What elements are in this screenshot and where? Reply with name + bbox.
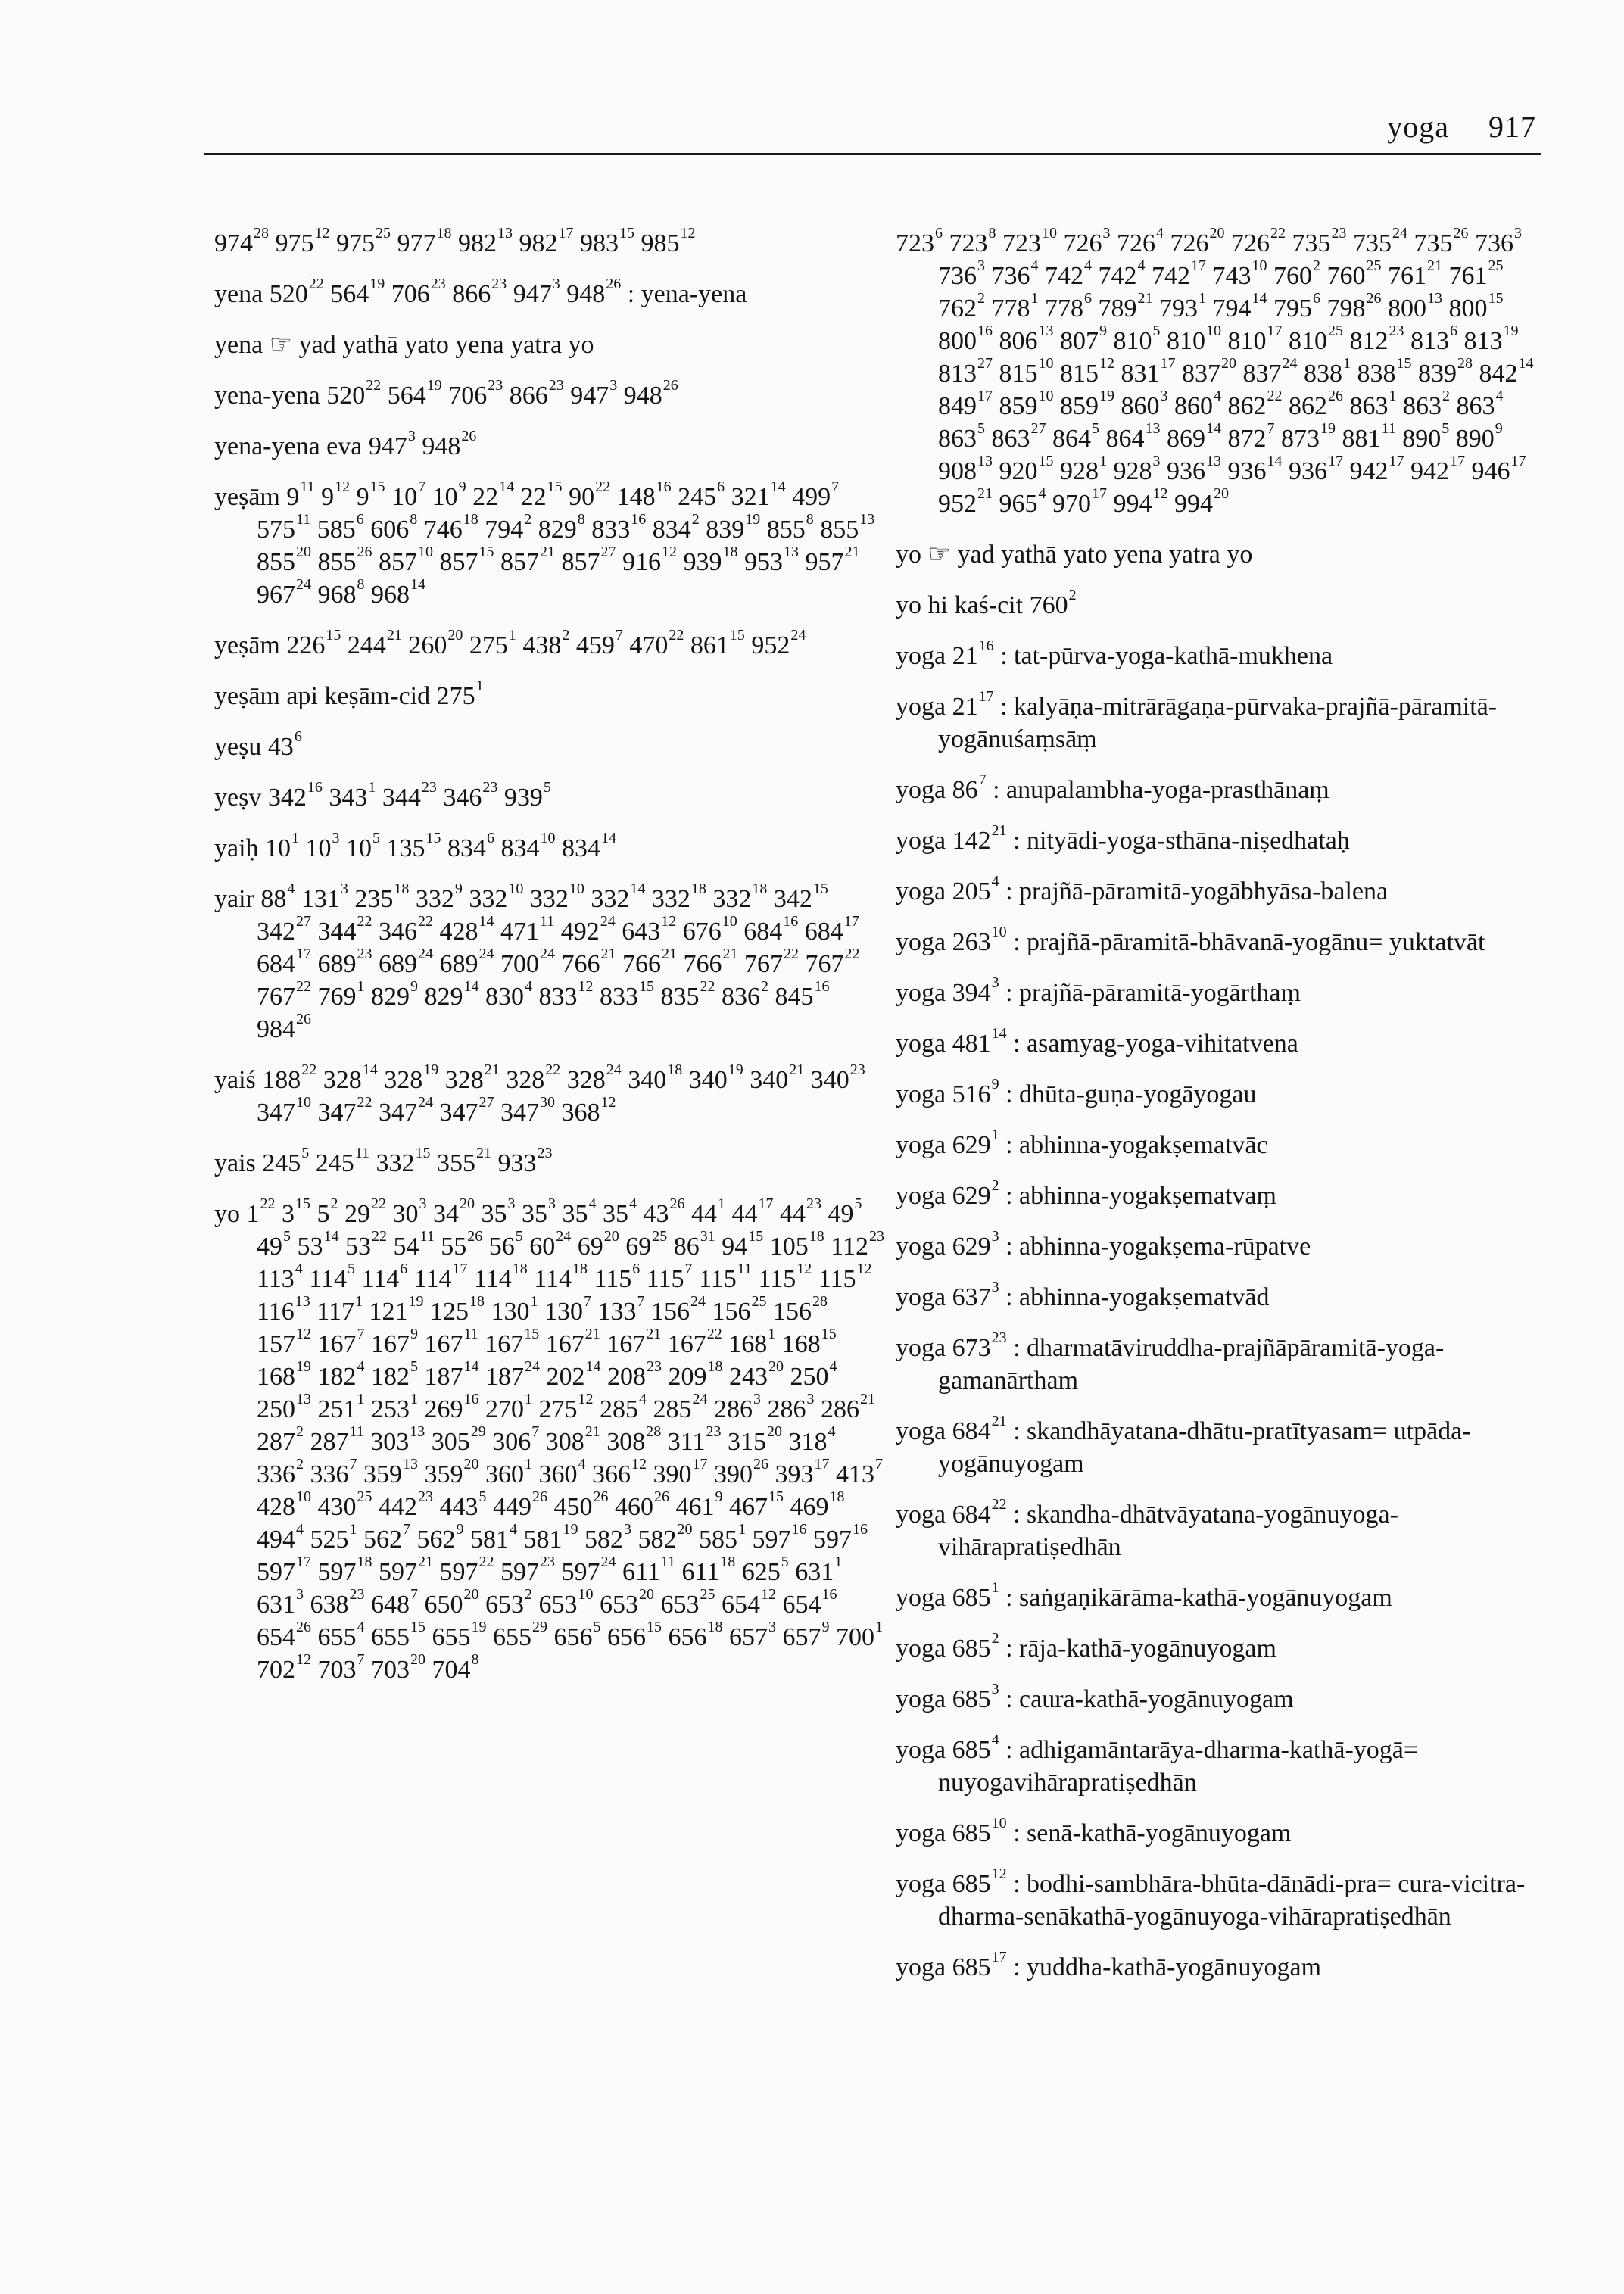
index-entry: [214, 728, 888, 763]
index-entry: [896, 1230, 1539, 1263]
entry-headword: yena: [214, 331, 263, 359]
entry-refs: $88^4$ $131^3$ $235^{18}$ $332^9$ $332^{10}$ $332^{10}$ $332^{14}$ $332^{18}$ $332^{18}$ $342^{15}$ $342^{27}$ $344^{22}$ $346^{22}$ $428^{14}$ $471^{11}$ $492^{24}$ $643^{12}$ $676^{10}$ $684^{16}$ $684^{17}$ $684^{17}$ $689^{23}$ $689^{24}$ $689^{24}$ $700^{24}$ $766^{21}$ $766^{21}$ $766^{21}$ $767^{22}$ $767^{22}$ $767^{22}$ $769^1$ $829^9$ $829^{14}$ $830^4$ $833^{12}$ $833^{15}$ $835^{22}$ $836^2$ $845^{16}$ $984^{26}$: [257, 881, 860, 1043]
page-number: 917: [1488, 110, 1536, 144]
entry-refs: $188^{22}$ $328^{14}$ $328^{19}$ $328^{21}$ $328^{22}$ $328^{24}$ $340^{18}$ $340^{19}$ $340^{21}$ $340^{23}$ $347^{10}$ $347^{22}$ $347^{24}$ $347^{27}$ $347^{30}$ $368^{12}$: [257, 1061, 865, 1127]
entry-refs: $245^5$ $245^{11}$ $332^{15}$ $355^{21}$ $933^{23}$: [262, 1145, 553, 1177]
index-entry: [214, 883, 888, 1046]
entry-headword: yeṣām api keṣām-cid: [214, 682, 431, 710]
entry-refs: $637^3$ : abhinna-yogakṣematvād: [952, 1279, 1270, 1311]
index-entry: [896, 637, 1539, 672]
entry-refs: $685^{12}$ : bodhi-sambhāra-bhūta-dānādi-pra= cura-vicitra-dharma-senākathā-yogānuyoga-vihārapratiṣedhān: [938, 1865, 1526, 1931]
header-text: [1387, 109, 1536, 145]
entry-refs: $520^{22}$ $564^{19}$ $706^{23}$ $866^{23}$ $947^3$ $948^{26}$: [326, 377, 678, 410]
entry-headword: yoga: [896, 1131, 946, 1159]
entry-headword: yoga: [896, 1736, 946, 1764]
index-entry: [214, 379, 888, 412]
index-entry: [896, 1329, 1539, 1397]
entry-refs: $263^{10}$ : prajñā-pāramitā-bhāvanā-yogānu= yuktatvāt: [952, 924, 1485, 956]
entry-headword: yoga: [896, 1870, 946, 1898]
index-entry: [896, 1498, 1539, 1563]
entry-headword: yoga: [896, 1182, 946, 1210]
index-entry: [896, 875, 1539, 908]
entry-refs: $947^3$ $948^{26}$: [368, 428, 477, 460]
index-entry: [896, 1281, 1539, 1314]
index-entry: [896, 1415, 1539, 1480]
index-entry: [214, 430, 888, 463]
index-entry: [896, 1731, 1539, 1799]
entry-headword: yena-yena eva: [214, 432, 363, 460]
entry-headword: yoga: [896, 1283, 946, 1311]
entry-headword: yeṣu: [214, 733, 262, 761]
entry-refs: ☞ yad yathā yato yena yatra yo: [927, 541, 1253, 569]
entry-headword: yoga: [896, 1501, 946, 1529]
entry-headword: yeṣām: [214, 631, 280, 659]
entry-headword: yais: [214, 1149, 256, 1177]
entry-headword: yoga: [896, 1334, 946, 1362]
entry-refs: $275^1$: [436, 678, 484, 710]
entry-refs: $142^{21}$ : nityādi-yoga-sthāna-niṣedhataḥ: [952, 822, 1350, 855]
entry-headword: yoga: [896, 1953, 946, 1981]
entry-headword: yoga: [896, 1819, 946, 1847]
entry-headword: yoga: [896, 928, 946, 956]
index-entry: [896, 1177, 1539, 1212]
index-entry: [214, 680, 888, 712]
index-entry: [896, 771, 1539, 806]
entry-refs: $43^6$: [267, 728, 302, 761]
index-entry: [214, 227, 888, 260]
index-entry: [214, 1147, 888, 1180]
entry-headword: yoga: [896, 1417, 946, 1445]
index-entry: [214, 1061, 888, 1129]
entry-refs: $760^2$: [1029, 587, 1077, 619]
entry-refs: $629^3$ : abhinna-yogakṣema-rūpatve: [952, 1228, 1311, 1261]
index-entry: [896, 690, 1539, 756]
left-column: [214, 227, 888, 1704]
entry-headword: yo hi kaś-cit: [896, 591, 1024, 619]
entry-refs: $685^1$ : saṅgaṇikārāma-kathā-yogānuyogam: [952, 1579, 1392, 1612]
entry-refs: $205^4$ : prajñā-pāramitā-yogābhyāsa-balena: [952, 873, 1389, 905]
entry-headword: yoga: [896, 1233, 946, 1261]
entry-refs: $481^{14}$ : asamyag-yoga-vihitatvena: [952, 1025, 1298, 1058]
entry-refs: $226^{15}$ $244^{21}$ $260^{20}$ $275^1$ $438^2$ $459^7$ $470^{22}$ $861^{15}$ $952^{24}$: [286, 627, 806, 659]
index-entry: [896, 1951, 1539, 1984]
entry-refs: $520^{22}$ $564^{19}$ $706^{23}$ $866^{23}$ $947^3$ $948^{26}$ : yena-yena: [269, 276, 747, 308]
entry-refs: $723^6$ $723^8$ $723^{10}$ $726^3$ $726^4$ $726^{20}$ $726^{22}$ $735^{23}$ $735^{24}$ $735^{26}$ $736^3$ $736^3$ $736^4$ $742^4$ $742^4$ $742^{17}$ $743^{10}$ $760^2$ $760^{25}$ $761^{21}$ $761^{25}$ $762^2$ $778^1$ $778^6$ $789^{21}$ $793^1$ $794^{14}$ $795^6$ $798^{26}$ $800^{13}$ $800^{15}$ $800^{16}$ $806^{13}$ $807^9$ $810^5$ $810^{10}$ $810^{17}$ $810^{25}$ $812^{23}$ $813^6$ $813^{19}$ $813^{27}$ $815^{10}$ $815^{12}$ $831^{17}$ $837^{20}$ $837^{24}$ $838^1$ $838^{15}$ $839^{28}$ $842^{14}$ $849^{17}$ $859^{10}$ $859^{19}$ $860^3$ $860^4$ $862^{22}$ $862^{26}$ $863^1$ $863^2$ $863^4$ $863^5$ $863^{27}$ $864^5$ $864^{13}$ $869^{14}$ $872^7$ $873^{19}$ $881^{11}$ $890^5$ $890^9$ $908^{13}$ $920^{15}$ $928^1$ $928^3$ $936^{13}$ $936^{14}$ $936^{17}$ $942^{17}$ $942^{17}$ $946^{17}$ $952^{21}$ $965^4$ $970^{17}$ $994^{12}$ $994^{20}$: [896, 225, 1534, 518]
entry-refs: $10^1$ $10^3$ $10^5$ $135^{15}$ $834^6$ $834^{10}$ $834^{14}$: [265, 830, 617, 862]
entry-refs: $21^{17}$ : kalyāṇa-mitrārāgaṇa-pūrvaka-prajñā-pāramitā-yogānuśaṃsāṃ: [938, 688, 1498, 753]
entry-headword: yoga: [896, 827, 946, 855]
index-entry: [896, 227, 1539, 520]
entry-refs: $685^{17}$ : yuddha-kathā-yogānuyogam: [952, 1949, 1322, 1981]
index-entry: [214, 1195, 888, 1686]
index-entry: [896, 538, 1539, 571]
entry-refs: $1^{22}$ $3^{15}$ $5^2$ $29^{22}$ $30^3$ $34^{20}$ $35^3$ $35^3$ $35^4$ $35^4$ $43^{26}$ $44^1$ $44^{17}$ $44^{23}$ $49^5$ $49^5$ $53^{14}$ $53^{22}$ $54^{11}$ $55^{26}$ $56^5$ $60^{24}$ $69^{20}$ $69^{25}$ $86^{31}$ $94^{15}$ $105^{18}$ $112^{23}$ $113^4$ $114^5$ $114^6$ $114^{17}$ $114^{18}$ $114^{18}$ $115^6$ $115^7$ $115^{11}$ $115^{12}$ $115^{12}$ $116^{13}$ $117^1$ $121^{19}$ $125^{18}$ $130^1$ $130^7$ $133^7$ $156^{24}$ $156^{25}$ $156^{28}$ $157^{12}$ $167^7$ $167^9$ $167^{11}$ $167^{15}$ $167^{21}$ $167^{21}$ $167^{22}$ $168^1$ $168^{15}$ $168^{19}$ $182^4$ $182^5$ $187^{14}$ $187^{24}$ $202^{14}$ $208^{23}$ $209^{18}$ $243^{20}$ $250^4$ $250^{13}$ $251^1$ $253^1$ $269^{16}$ $270^1$ $275^{12}$ $285^4$ $285^{24}$ $286^3$ $286^3$ $286^{21}$ $287^2$ $287^{11}$ $303^{13}$ $305^{29}$ $306^7$ $308^{21}$ $308^{28}$ $311^{23}$ $315^{20}$ $318^4$ $336^2$ $336^7$ $359^{13}$ $359^{20}$ $360^1$ $360^4$ $366^{12}$ $390^{17}$ $390^{26}$ $393^{17}$ $413^7$ $428^{10}$ $430^{25}$ $442^{23}$ $443^5$ $449^{26}$ $450^{26}$ $460^{26}$ $461^9$ $467^{15}$ $469^{18}$ $494^4$ $525^1$ $562^7$ $562^9$ $581^4$ $581^{19}$ $582^3$ $582^{20}$ $585^1$ $597^{16}$ $597^{16}$ $597^{17}$ $597^{18}$ $597^{21}$ $597^{22}$ $597^{23}$ $597^{24}$ $611^{11}$ $611^{18}$ $625^5$ $631^1$ $631^3$ $638^{23}$ $648^7$ $650^{20}$ $653^2$ $653^{10}$ $653^{20}$ $653^{25}$ $654^{12}$ $654^{16}$ $654^{26}$ $655^4$ $655^{15}$ $655^{19}$ $655^{29}$ $656^5$ $656^{15}$ $656^{18}$ $657^3$ $657^9$ $700^1$ $702^{12}$ $703^7$ $703^{20}$ $704^8$: [246, 1195, 885, 1684]
index-entry: [214, 629, 888, 662]
right-column: [896, 227, 1539, 2002]
entry-headword: yair: [214, 885, 254, 913]
entry-refs: $9^{11}$ $9^{12}$ $9^{15}$ $10^7$ $10^9$ $22^{14}$ $22^{15}$ $90^{22}$ $148^{16}$ $245^6$ $321^{14}$ $499^7$ $575^{11}$ $585^6$ $606^8$ $746^{18}$ $794^2$ $829^8$ $833^{16}$ $834^2$ $839^{19}$ $855^8$ $855^{13}$ $855^{20}$ $855^{26}$ $857^{10}$ $857^{15}$ $857^{21}$ $857^{27}$ $916^{12}$ $939^{18}$ $953^{13}$ $957^{21}$ $967^{24}$ $968^8$ $968^{14}$: [257, 478, 875, 609]
entry-headword: yoga: [896, 1030, 946, 1058]
entry-refs: $673^{23}$ : dharmatāviruddha-prajñāpāramitā-yoga-gamanārtham: [938, 1329, 1445, 1395]
index-entry: [896, 974, 1539, 1009]
index-entry: [896, 1865, 1539, 1933]
entry-refs: $685^3$ : caura-kathā-yogānuyogam: [952, 1681, 1294, 1713]
entry-refs: $21^{16}$ : tat-pūrva-yoga-kathā-mukhena: [952, 637, 1333, 670]
entry-headword: yoga: [896, 1635, 946, 1663]
index-entry: [896, 926, 1539, 958]
entry-headword: yoga: [896, 979, 946, 1007]
entry-refs: $342^{16}$ $343^1$ $344^{23}$ $346^{23}$ $939^5$: [267, 779, 551, 812]
entry-refs: $684^{22}$ : skandha-dhātvāyatana-yogānuyoga-vihārapratiṣedhān: [938, 1496, 1398, 1561]
index-entry: [896, 824, 1539, 857]
entry-headword: yo: [896, 541, 921, 569]
entry-headword: yena: [214, 280, 263, 308]
entry-headword: yoga: [896, 642, 946, 670]
entry-refs: $86^7$ : anupalambha-yoga-prasthānaṃ: [952, 771, 1329, 804]
index-entry: [896, 1683, 1539, 1716]
index-entry: [214, 278, 888, 310]
entry-refs: $974^{28}$ $975^{12}$ $975^{25}$ $977^{18}$ $982^{13}$ $982^{17}$ $983^{15}$ $985^{12}$: [214, 225, 696, 257]
entry-refs: $685^{10}$ : senā-kathā-yogānuyogam: [952, 1815, 1292, 1847]
entry-refs: $685^4$ : adhigamāntarāya-dharma-kathā-yogā= nuyogavihārapratiṣedhān: [938, 1731, 1419, 1797]
entry-refs: $516^9$ : dhūta-guṇa-yogāyogau: [952, 1076, 1257, 1108]
entry-headword: yoga: [896, 1080, 946, 1108]
index-entry: [896, 1579, 1539, 1614]
entry-refs: ☞ yad yathā yato yena yatra yo: [269, 331, 594, 359]
index-entry: [214, 781, 888, 814]
index-entry: [214, 478, 888, 611]
header-title: yoga: [1387, 110, 1449, 144]
index-entry: [214, 832, 888, 865]
entry-headword: yoga: [896, 1584, 946, 1612]
entry-headword: yeṣām: [214, 483, 280, 511]
entry-refs: $629^2$ : abhinna-yogakṣematvaṃ: [952, 1177, 1276, 1210]
index-entry: [896, 1632, 1539, 1665]
entry-headword: yo: [214, 1200, 240, 1228]
entry-headword: yeṣv: [214, 784, 262, 812]
index-entry: [896, 1129, 1539, 1161]
entry-headword: yoga: [896, 776, 946, 804]
index-entry: [896, 1027, 1539, 1060]
index-entry: [896, 589, 1539, 622]
entry-refs: $684^{21}$ : skandhāyatana-dhātu-pratītyasam= utpāda-yogānuyogam: [938, 1413, 1471, 1478]
entry-refs: $629^1$ : abhinna-yogakṣematvāc: [952, 1127, 1268, 1159]
index-entry: [896, 1817, 1539, 1850]
entry-refs: $394^3$ : prajñā-pāramitā-yogārthaṃ: [952, 974, 1301, 1007]
entry-headword: yaiḥ: [214, 834, 259, 862]
running-header: [204, 106, 1541, 155]
index-entry: [896, 1078, 1539, 1111]
entry-headword: yoga: [896, 877, 946, 905]
entry-headword: yoga: [896, 693, 946, 721]
entry-refs: $685^2$ : rāja-kathā-yogānuyogam: [952, 1630, 1276, 1663]
index-entry: [214, 329, 888, 361]
entry-headword: yaiś: [214, 1066, 256, 1094]
entry-headword: yena-yena: [214, 382, 320, 410]
entry-headword: yoga: [896, 1685, 946, 1713]
